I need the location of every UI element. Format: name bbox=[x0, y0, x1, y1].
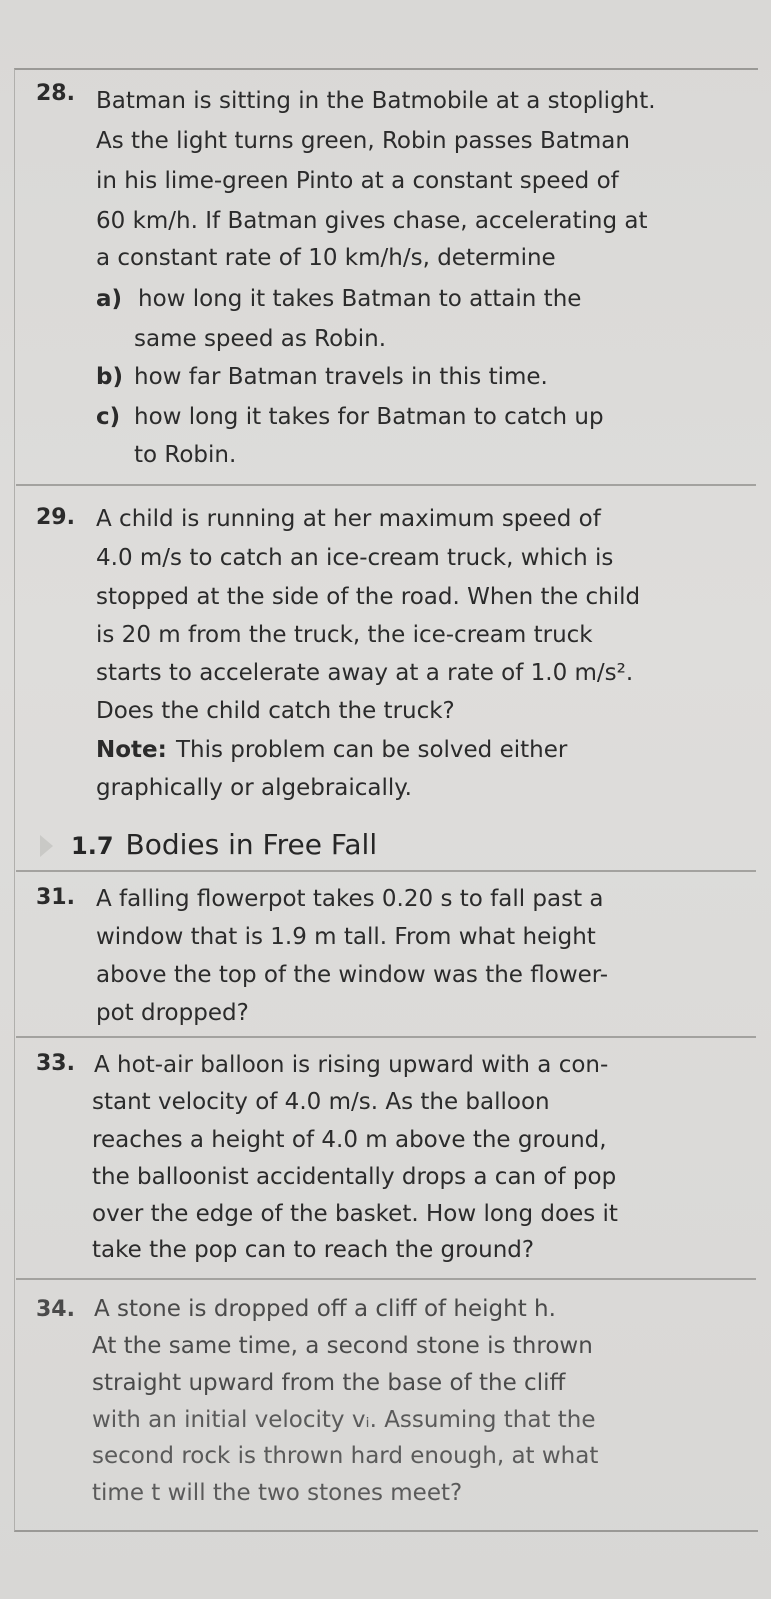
problem-text-line: in his lime-green Pinto at a constant speed of bbox=[96, 168, 619, 194]
section-number: 1.7 bbox=[71, 832, 114, 860]
problem-text-line: 60 km/h. If Batman gives chase, accelerating at bbox=[96, 208, 648, 234]
problem-text-line: A hot-air balloon is rising upward with a con- bbox=[94, 1052, 609, 1078]
problem-text-line: A stone is dropped off a cliff of height h. bbox=[94, 1296, 556, 1322]
problem-text-line: stant velocity of 4.0 m/s. As the balloon bbox=[92, 1089, 550, 1115]
part-label: a) bbox=[96, 286, 123, 312]
problem-text-line: second rock is thrown hard enough, at what bbox=[92, 1443, 599, 1469]
part-text-line: how long it takes for Batman to catch up bbox=[134, 404, 604, 430]
problem-text-line: time t will the two stones meet? bbox=[92, 1480, 463, 1506]
divider bbox=[16, 1278, 756, 1280]
problem-text-line: 4.0 m/s to catch an ice-cream truck, which is bbox=[96, 545, 614, 571]
divider bbox=[16, 870, 756, 872]
problem-text-line: starts to accelerate away at a rate of 1.0 m/s². bbox=[96, 660, 634, 686]
problem-text-line: window that is 1.9 m tall. From what height bbox=[96, 924, 596, 950]
part-text-line: same speed as Robin. bbox=[134, 326, 387, 352]
problem-number: 33. bbox=[36, 1051, 75, 1076]
part-label: c) bbox=[96, 404, 121, 430]
part-label: b) bbox=[96, 364, 123, 390]
problem-text-line: the balloonist accidentally drops a can of pop bbox=[92, 1164, 617, 1190]
problem-text-line: a constant rate of 10 km/h/s, determine bbox=[96, 245, 556, 271]
problem-text-line: straight upward from the base of the cliff bbox=[92, 1370, 566, 1396]
note-text-line: graphically or algebraically. bbox=[96, 775, 412, 801]
problem-number: 29. bbox=[36, 505, 75, 530]
problem-text-line: take the pop can to reach the ground? bbox=[92, 1237, 535, 1263]
problem-text-line: A child is running at her maximum speed of bbox=[96, 506, 601, 532]
problem-text-line: is 20 m from the truck, the ice-cream truck bbox=[96, 622, 593, 648]
divider bbox=[16, 484, 756, 486]
part-text-line: how far Batman travels in this time. bbox=[134, 364, 548, 390]
divider bbox=[16, 1036, 756, 1038]
problem-number: 31. bbox=[36, 885, 75, 910]
problem-text-line: over the edge of the basket. How long does it bbox=[92, 1201, 618, 1227]
problem-text-line: Batman is sitting in the Batmobile at a stoplight. bbox=[96, 88, 656, 114]
problem-text-line: stopped at the side of the road. When the child bbox=[96, 584, 641, 610]
problem-text-line: Does the child catch the truck? bbox=[96, 698, 455, 724]
part-text-line: how long it takes Batman to attain the bbox=[138, 286, 582, 312]
problem-text-line: above the top of the window was the flower- bbox=[96, 962, 609, 988]
problem-text-line: A falling flowerpot takes 0.20 s to fall past a bbox=[96, 886, 604, 912]
problem-number: 34. bbox=[36, 1297, 75, 1322]
note-label: Note: bbox=[96, 737, 167, 763]
section-marker-icon bbox=[40, 835, 53, 857]
problem-text-line: reaches a height of 4.0 m above the ground, bbox=[92, 1127, 607, 1153]
note-text-line: This problem can be solved either bbox=[176, 737, 568, 763]
problem-text-line: pot dropped? bbox=[96, 1000, 249, 1026]
problem-text-line: As the light turns green, Robin passes Batman bbox=[96, 128, 630, 154]
section-title: Bodies in Free Fall bbox=[125, 828, 378, 861]
problem-number: 28. bbox=[36, 81, 75, 106]
part-text-line: to Robin. bbox=[134, 442, 237, 468]
problem-text-line: At the same time, a second stone is thrown bbox=[92, 1333, 593, 1359]
problem-text-line: with an initial velocity vᵢ. Assuming that the bbox=[92, 1407, 596, 1433]
section-heading bbox=[40, 828, 377, 861]
